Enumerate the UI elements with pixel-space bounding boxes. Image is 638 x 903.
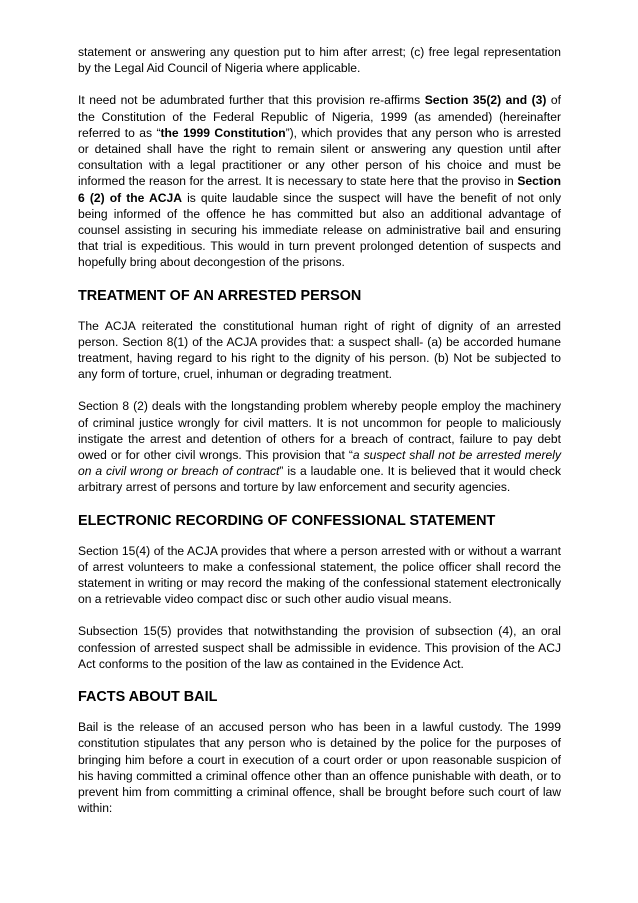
paragraph-section-15-4: Section 15(4) of the ACJA provides that where a person arrested with or without a warrant of arrest volunteers to make a confessional statement, the police officer shall record the statement in writing or may record the making of the confessional statement electronically on a retrievable video compact disc or such other audio visual means. — [78, 543, 561, 607]
paragraph-section-15-5: Subsection 15(5) provides that notwithstanding the provision of subsection (4), an oral confession of arrested suspect shall be admissible in evidence. This provision of the ACJ Act conforms to the position of the law as contained in the Evidence Act. — [78, 624, 561, 671]
paragraph-constitution-reaffirmation: It need not be adumbrated further that this provision re-affirms Section 35(2) and (3) of the Constitution of the Federal Republic of Nigeria, 1999 (as amended) (hereinafter referred to as “the 1999 Constitution”), which provides that any person who is arrested or detained shall have the right to remain silent or answering any question until after consultation with a legal practitioner or any other person of his choice and must be informed the reason for the arrest. It is necessary to state here that the proviso in Section 6 (2) of the ACJA is quite laudable since the suspect will have the benefit of not only being informed of the offence he has committed but also an additional advantage of counsel assisting in securing his immediate release on administrative bail and ensuring that trial is expeditious. This would in turn prevent prolonged detention of suspects and hopefully bring about decongestion of the prisons. — [78, 93, 561, 270]
paragraph-section-8-1: The ACJA reiterated the constitutional human right of right of dignity of an arrested person. Section 8(1) of the ACJA provides that: a suspect shall- (a) be accorded humane treatment, having regard to his right to the dignity of his person. (b) Not be subjected to any form of torture, cruel, inhuman or degrading treatment. — [78, 318, 561, 382]
paragraph-legal-aid: statement or answering any question put to him after arrest; (c) free legal representation by the Legal Aid Council of Nigeria where applicable. — [78, 45, 561, 76]
document-page — [78, 44, 561, 832]
heading-facts-about-bail: FACTS ABOUT BAIL — [78, 689, 218, 706]
heading-treatment-of-arrested-person: TREATMENT OF AN ARRESTED PERSON — [78, 287, 362, 304]
paragraph-section-8-2: Section 8 (2) deals with the longstanding problem whereby people employ the machinery of criminal justice wrongly for civil matters. It is not uncommon for people to maliciously instigate the arrest and detention of others for a breach of contract, failure to pay debt owed or for other civil wrongs. This provision that “a suspect shall not be arrested merely on a civil wrong or breach of contract” is a laudable one. It is believed that it would check arbitrary arrest of persons and torture by law enforcement and security agencies. — [78, 399, 562, 495]
paragraph-bail-definition: Bail is the release of an accused person who has been in a lawful custody. The 1999 constitution stipulates that any person who is detained by the police for the purposes of bringing him before a court in execution of a court order or upon reasonable suspicion of his having committed a criminal offence other than an offence punishable with death, or to prevent him from committing a criminal offence, shall be brought before such court of law within: — [78, 720, 561, 816]
heading-electronic-recording: ELECTRONIC RECORDING OF CONFESSIONAL STATEMENT — [78, 512, 496, 529]
